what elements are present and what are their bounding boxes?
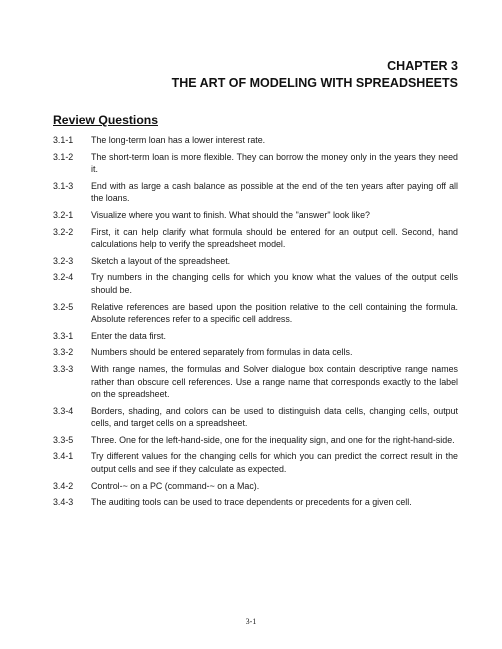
question-item — [53, 180, 458, 205]
question-answer-text: With range names, the formulas and Solver dialogue box contain descriptive range names rather than obscure cell references. Use a range name that corresponds exactly to the label on the spreadsheet. — [91, 363, 458, 400]
review-questions-list — [53, 134, 458, 513]
question-number: 3.3-2 — [53, 347, 74, 358]
question-item — [53, 330, 458, 343]
chapter-title: THE ART OF MODELING WITH SPREADSHEETS — [171, 76, 458, 90]
question-item — [53, 151, 458, 176]
question-number: 3.4-2 — [53, 480, 74, 491]
question-number: 3.4-1 — [53, 451, 74, 462]
question-item — [53, 363, 458, 401]
chapter-heading — [172, 58, 458, 92]
question-answer-text: Try different values for the changing cells for which you can predict the correct result in the output cells and see if they calculate as expected. — [91, 451, 458, 475]
question-item — [53, 405, 458, 430]
question-number: 3.2-5 — [53, 301, 74, 312]
question-answer-text: Numbers should be entered separately from formulas in data cells. — [91, 347, 353, 358]
section-title: Review Questions — [53, 113, 158, 127]
question-answer-text: End with as large a cash balance as possible at the end of the ten years after paying off all the loans. — [91, 180, 458, 204]
question-number: 3.2-1 — [53, 209, 74, 220]
question-number: 3.2-3 — [53, 255, 74, 266]
question-answer-text: The long-term loan has a lower interest rate. — [91, 135, 266, 145]
question-number: 3.3-4 — [53, 405, 74, 416]
question-number: 3.1-1 — [53, 135, 74, 145]
question-answer-text: The short-term loan is more flexible. They can borrow the money only in the years they need it. — [91, 151, 458, 175]
question-answer-text: Sketch a layout of the spreadsheet. — [91, 255, 231, 266]
chapter-number: CHAPTER 3 — [387, 59, 458, 73]
question-answer-text: Relative references are based upon the position relative to the cell containing the formula. Absolute references refer to a specific cell address. — [91, 301, 458, 325]
question-answer-text: Visualize where you want to finish. What should the "answer" look like? — [91, 209, 370, 220]
question-item — [53, 434, 458, 447]
question-number: 3.2-4 — [53, 272, 74, 283]
question-answer-text: Try numbers in the changing cells for which you know what the values of the output cells should be. — [91, 272, 458, 295]
question-number: 3.1-2 — [53, 151, 74, 162]
question-answer-text: Control-~ on a PC (command-~ on a Mac). — [91, 480, 260, 491]
question-item — [53, 480, 458, 493]
question-item — [53, 226, 458, 251]
question-item — [53, 271, 458, 296]
question-answer-text: The auditing tools can be used to trace dependents or precedents for a given cell. — [91, 497, 412, 508]
question-number: 3.2-2 — [53, 226, 74, 237]
page-number: 3-1 — [245, 617, 257, 626]
question-answer-text: Three. One for the left-hand-side, one for the inequality sign, and one for the right-hand-side. — [91, 434, 455, 445]
question-item — [53, 134, 458, 147]
question-number: 3.1-3 — [53, 180, 74, 191]
question-item — [53, 496, 458, 509]
question-answer-text: First, it can help clarify what formula should be entered for an output cell. Second, hand calculations help to verify the spreadsheet model. — [91, 226, 458, 250]
question-item — [53, 209, 458, 222]
question-item — [53, 346, 458, 359]
question-answer-text: Borders, shading, and colors can be used to distinguish data cells, changing cells, output cells, and target cells on a spreadsheet. — [91, 405, 458, 429]
question-number: 3.3-5 — [53, 434, 74, 445]
question-number: 3.3-1 — [53, 330, 74, 341]
question-item — [53, 450, 458, 475]
question-item — [53, 301, 458, 326]
question-item — [53, 255, 458, 268]
question-answer-text: Enter the data first. — [91, 330, 166, 341]
question-number: 3.3-3 — [53, 363, 74, 374]
question-number: 3.4-3 — [53, 497, 74, 508]
